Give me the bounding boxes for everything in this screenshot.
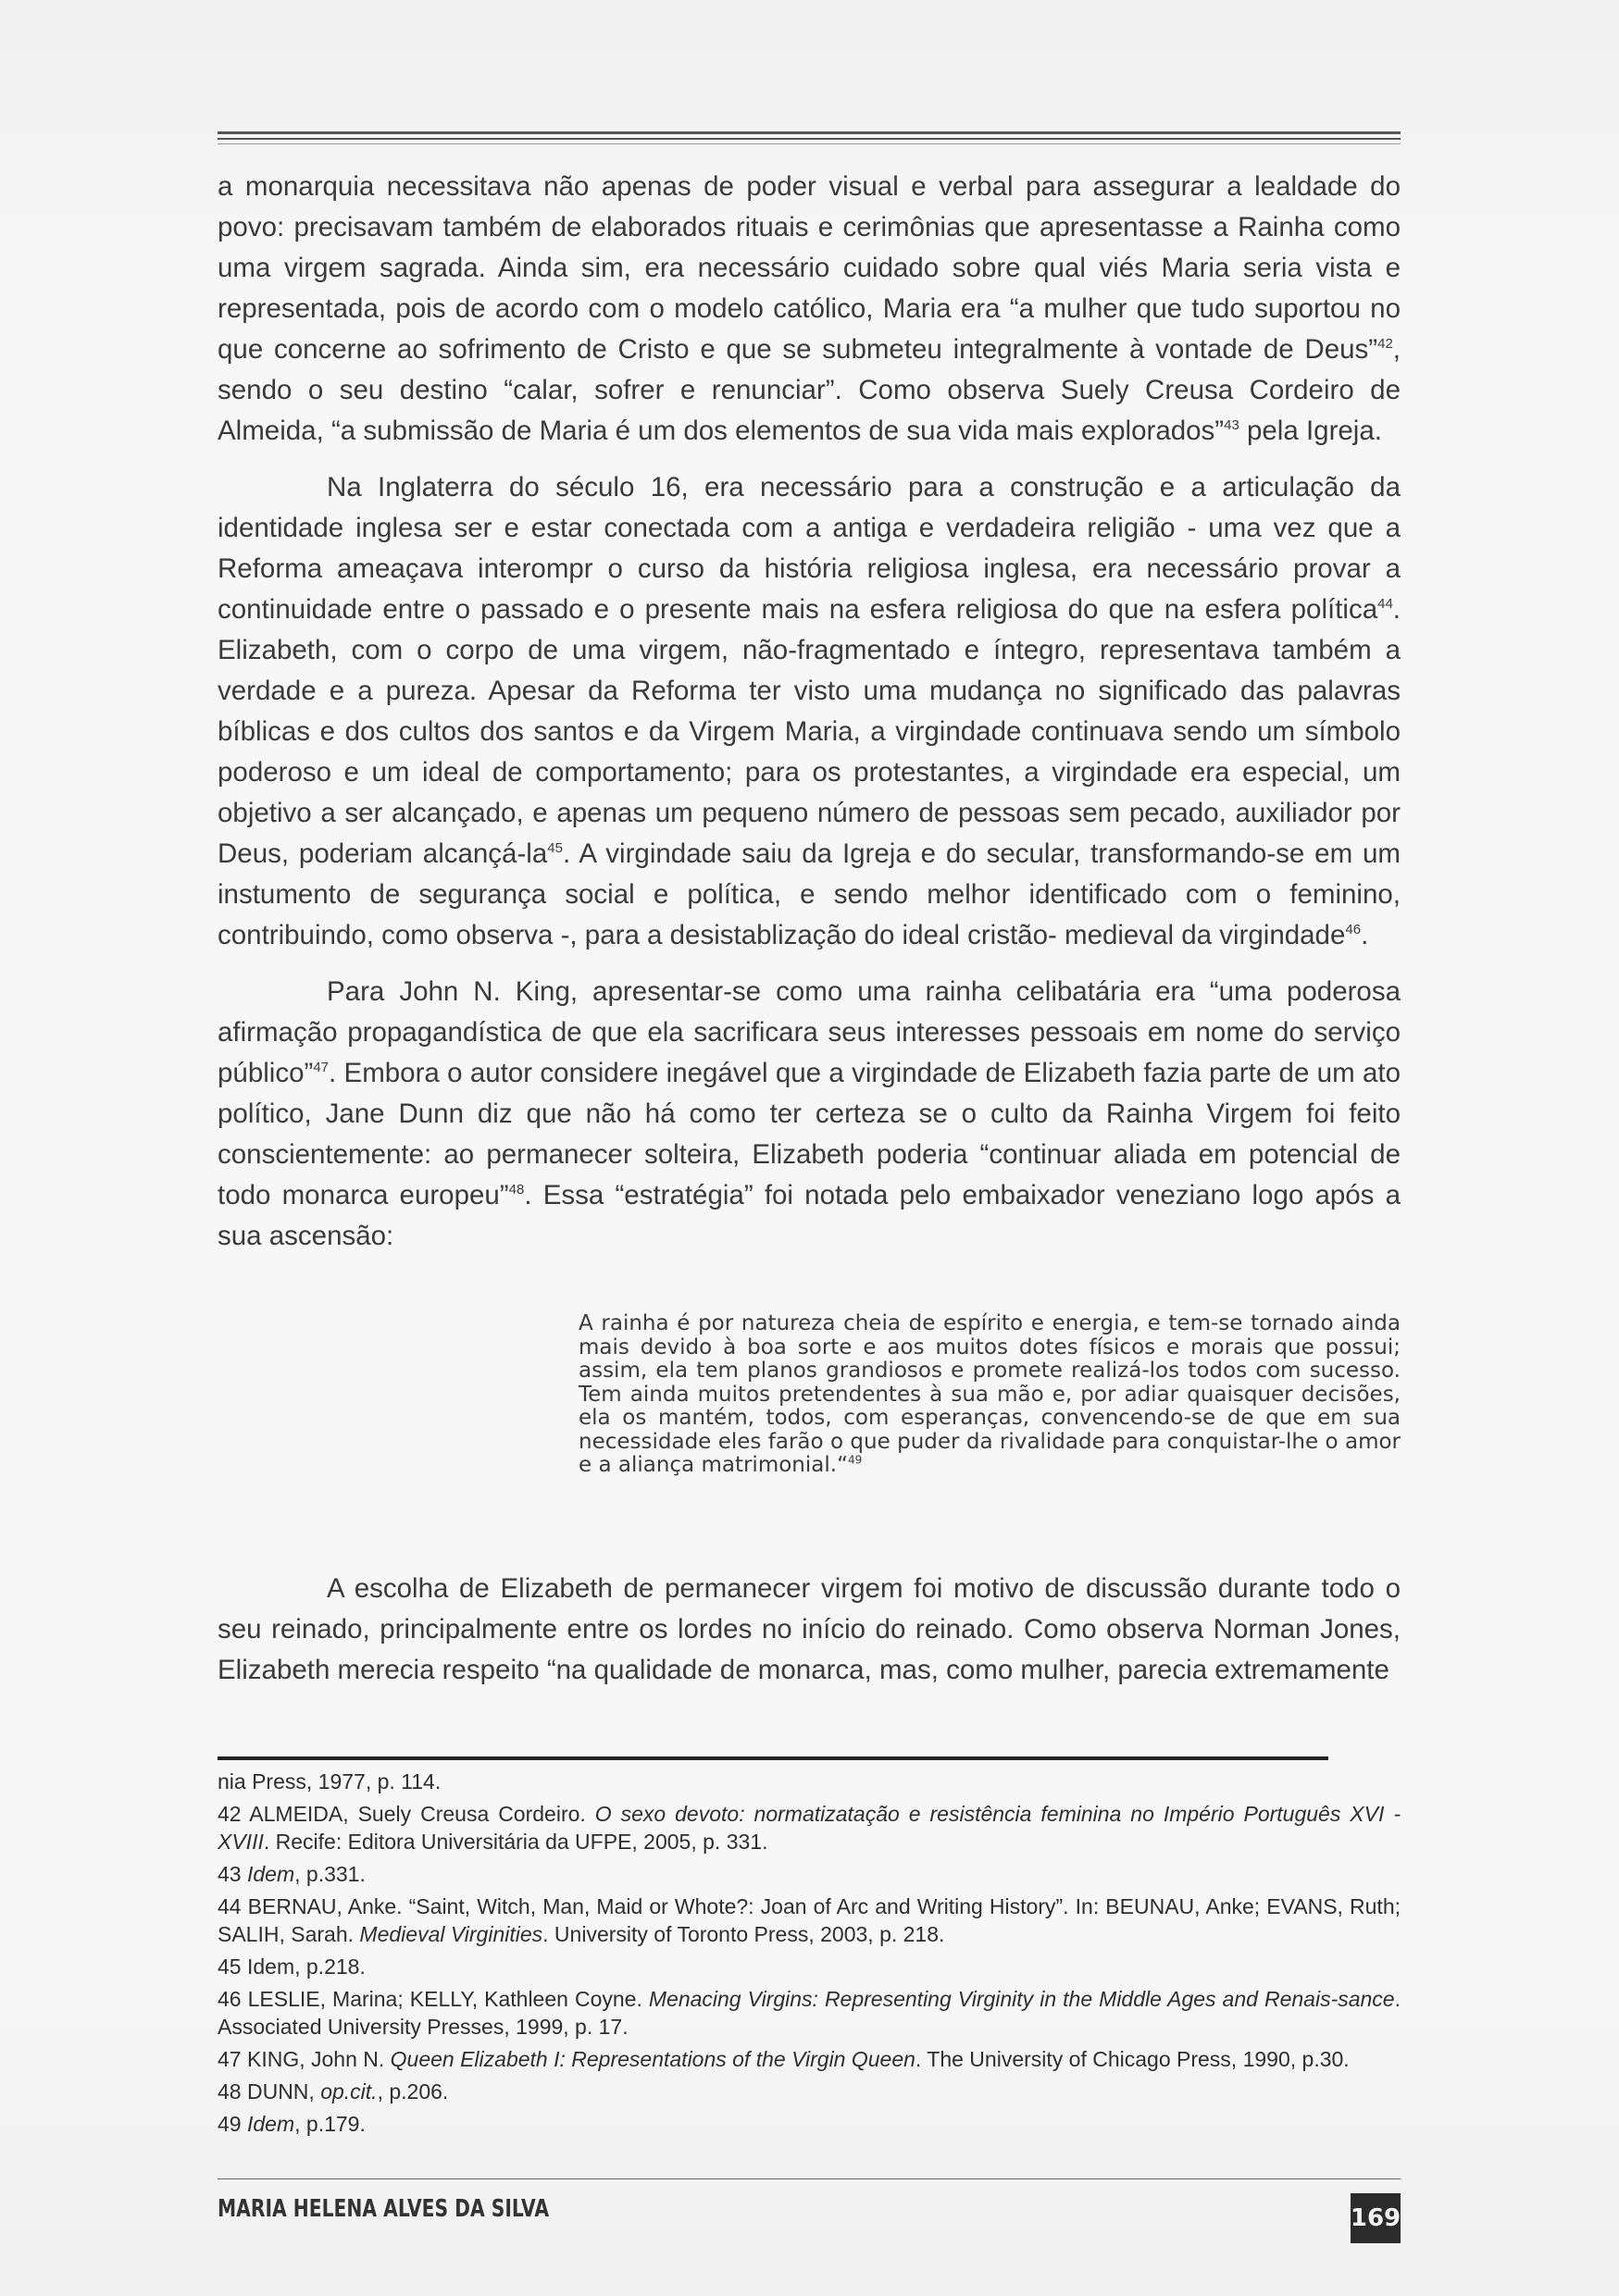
footnote-46: 46 LESLIE, Marina; KELLY, Kathleen Coyne. Menacing Virgins: Representing Virginity in the Middle Ages and Renais-sance. Associated University Presses, 1999, p. 17. — [218, 1987, 1401, 2039]
footnotes — [218, 1768, 1401, 2142]
paragraph-4: A escolha de Elizabeth de permanecer virgem foi motivo de discussão durante todo o seu reinado, principalmente entre os lordes no início do reinado. Como observa Norman Jones, Elizabeth merecia respeito “na qualidade de monarca, mas, como mulher, parecia extremamente — [218, 1573, 1401, 1685]
footnote-ref-45: 45 — [547, 840, 563, 857]
paragraph-2: Na Inglaterra do século 16, era necessário para a construção e a articulação da identidade inglesa ser e estar conectada com a antiga e verdadeira religião - uma vez que a Reforma ameaçava interompr o curso da história religiosa inglesa, era necessário provar a continuidade entre o passado e o presente mais na esfera religiosa do que na esfera política$^{44}$. Elizabeth, com o corpo de uma virgem, não-fragmentado e íntegro, representava também a verdade e a pureza. Apesar da Reforma ter visto uma mudança no significado das palavras bíblicas e dos cultos dos santos e da Virgem Maria, a virgindade continuava sendo um símbolo poderoso e um ideal de comportamento; para os protestantes, a virgindade era especial, um objetivo a ser alcançado, e apenas um pequeno número de pessoas sem pecado, auxiliador por Deus, poderiam alcançá-$la^{45}$. A virgindade saiu da Igreja e do secular, transformando-se em um instumento de segurança social e política, e sendo melhor identificado com o feminino, contribuindo, como observa -, para a desistablização do ideal cristão- medieval da virgindade$^{46}$. — [218, 472, 1401, 950]
page-number: 169 — [1351, 2193, 1401, 2243]
footnote-ref-48: 48 — [508, 1182, 525, 1198]
footnote-45: 45 Idem, p.218. — [218, 1955, 366, 1979]
paragraph-1: a monarquia necessitava não apenas de poder visual e verbal para assegurar a lealdade do povo: precisavam também de elaborados rituais e cerimônias que apresentasse a Rainha como uma virgem sagrada. Ainda sim, era necessário cuidado sobre qual viés Maria seria vista e representada, pois de acordo com o modelo católico, Maria era “a mulher que tudo suportou no que concerne ao sofrimento de Cristo e que se submeteu integralmente à vontade de Deus”$^{42}$, sendo o seu destino “calar, sofrer e renunciar”. Como observa Suely Creusa Cordeiro de Almeida, “a submissão de Maria é um dos elementos de sua vida mais explorados”$^{43}$ pela Igreja. — [218, 171, 1401, 446]
body-text — [218, 167, 1401, 1272]
header-rule — [218, 131, 1401, 144]
footer-author: MARIA HELENA ALVES DA SILVA — [218, 2195, 550, 2223]
footnote-ref-42: 42 — [1377, 336, 1393, 353]
footnote-ref-44: 44 — [1377, 596, 1393, 613]
footnote-ref-46: 46 — [1345, 922, 1362, 938]
footnote-43: 43 Idem, p.331. — [218, 1862, 366, 1886]
block-quote: A rainha é por natureza cheia de espírito e energia, e tem-se tornado ainda mais devido à boa sorte e aos muitos dotes físicos e morais que possui; assim, ela tem planos grandiosos e promete realizá-los todos com sucesso. Tem ainda muitos pretendentes à sua mão e, por adiar quaisquer decisões, ela os mantém, todos, com esperanças, convencendo-se de que em sua necessidade eles farão o que puder da rivalidade para conquistar-lhe o amor e a aliança matrimonial.“$^{49}$ — [579, 1311, 1401, 1477]
footnote-continuation: nia Press, 1977, p. 114. — [218, 1769, 442, 1793]
body-text-continued — [218, 1569, 1401, 1706]
footnote-42: 42 ALMEIDA, Suely Creusa Cordeiro. O sexo devoto: normatizatação e resistência feminina no Império Português XVI - XVIII. Recife: Editora Universitária da UFPE, 2005, p. 331. — [218, 1802, 1401, 1854]
footer-rule — [218, 2178, 1401, 2179]
footnote-47: 47 KING, John N. Queen Elizabeth I: Representations of the Virgin Queen. The University of Chicago Press, 1990, p.30. — [218, 2047, 1350, 2071]
paragraph-3: Para John N. King, apresentar-se como uma rainha celibatária era “uma poderosa afirmação propagandística de que ela sacrificara seus interesses pessoais em nome do serviço público”$^{47}$. Embora o autor considere inegável que a virgindade de Elizabeth fazia parte de um ato político, Jane Dunn diz que não há como ter certeza se o culto da Rainha Virgem foi feito conscientemente: ao permanecer solteira, Elizabeth poderia “continuar aliada em potencial de todo monarca europeu”$^{48}$. Essa “estratégia” foi notada pelo embaixador veneziano logo após a sua ascensão: — [218, 976, 1401, 1251]
footnote-ref-49: 49 — [847, 1453, 863, 1467]
footnote-48: 48 DUNN, op.cit., p.206. — [218, 2079, 449, 2104]
footnote-ref-47: 47 — [313, 1060, 329, 1076]
footnote-ref-43: 43 — [1224, 417, 1239, 434]
footnote-49: 49 Idem, p.179. — [218, 2112, 366, 2136]
footnote-rule — [218, 1756, 1328, 1760]
footnote-44: 44 BERNAU, Anke. “Saint, Witch, Man, Maid or Whote?: Joan of Arc and Writing History”. In: BEUNAU, Anke; EVANS, Ruth; SALIH, Sarah. Medieval Virginities. University of Toronto Press, 2003, p. 218. — [218, 1894, 1401, 1946]
